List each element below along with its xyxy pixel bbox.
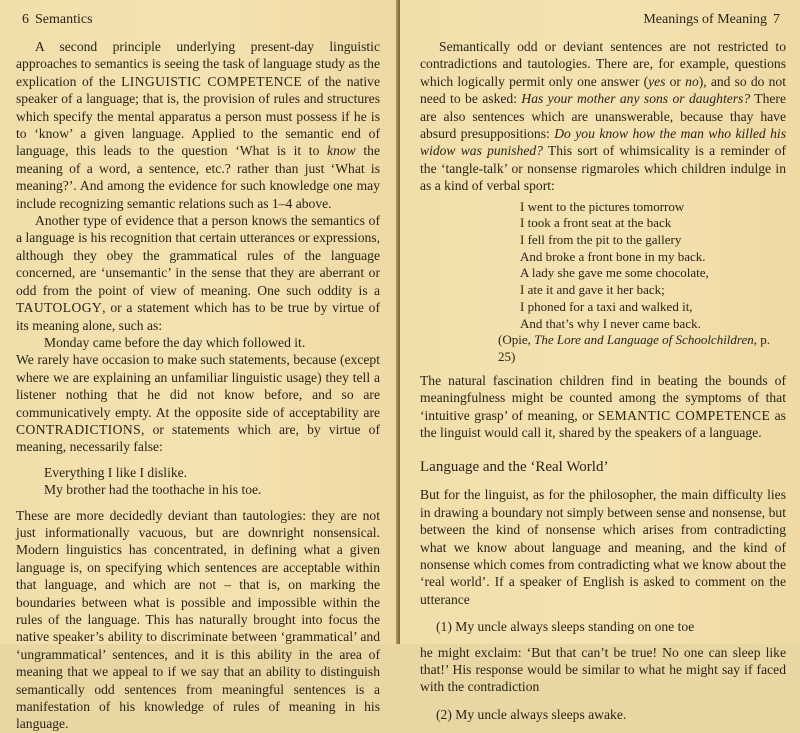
left-page-number: 6 [22, 12, 29, 27]
right-paragraph-4: he might exclaim: ‘But that can’t be true! No one can sleep like that!’ His response would be similar to what he might say if faced with the contradiction [420, 644, 786, 695]
left-paragraph-1: A second principle underlying present-day linguistic approaches to semantics is seeing the task of language study as the explication of the LINGUISTIC COMPETENCE of the native speaker of a language; that is, the provision of rules and structures which specify the mental apparatus a person must possess if he is to ‘know’ a given language. Applied to the semantic end of language, this leads to the question ‘What is it to know the meaning of a word, a sentence, etc.? rather than just ‘What is meaning?’. And among the evidence for such knowledge one may include recognizing semantic relations such as 1–4 above. [16, 39, 380, 211]
right-running-head [420, 10, 786, 30]
right-page-number: 7 [773, 12, 780, 27]
contradiction-example-1: Everything I like I dislike. [44, 464, 188, 480]
contradiction-example-2: My brother had the toothache in his toe. [44, 482, 262, 498]
left-paragraph-4: These are more decidedly deviant than tautologies: they are not just informationally vacuous, but are downright nonsensical. Modern linguistics has concentrated, in defining what a given language is, on specifying which sentences are acceptable within that language, and which are not – that is, on marking the boundaries between what is possible and impossible within the rules of the language. This has naturally brought into focus the native speaker’s ability to discriminate between ‘grammatical’ and ‘ungrammatical’ sentences, and it is this ability in the area of meaning that we appeal to if we say that an ability to distinguish semantically odd sentences from meaningful sentences is a manifestation of his knowledge of rules of meaning in his language. [16, 507, 380, 732]
poem-line: I took a front seat at the back [520, 215, 672, 231]
poem-source: (Opie, The Lore and Language of Schoolchildren, p. 25) [498, 332, 771, 364]
right-paragraph-1: Semantically odd or deviant sentences are not restricted to contradictions and tautologies. There are, for example, questions which logically permit only one answer (yes or no), and so do not need to be asked: Has your mother any sons or daughters? There are also sentences which are unanswerable, because thay have absurd presuppositions: Do you know how the man who killed his widow was punished? This sort of whimsicality is a reminder of the ‘tangle-talk’ or nonsense rigmaroles which children indulge in as a kind of verbal sport: [420, 39, 787, 194]
left-running-head [16, 10, 380, 30]
tautology-example: Monday came before the day which followed it. [44, 334, 306, 350]
poem-line: A lady she gave me some chocolate, [520, 265, 709, 281]
poem-line: And that’s why I never came back. [520, 315, 701, 331]
example-1: (1) My uncle always sleeps standing on one toe [436, 619, 695, 635]
poem-line: I ate it and gave it her back; [520, 282, 665, 298]
right-paragraph-3: But for the linguist, as for the philosopher, the main difficulty lies in drawing a boundary not simply between sense and nonsense, but between the kind of nonsense which arises from contradicting what we know about language and meaning, and the kind of nonsense which comes from contradicting what we know about the ‘real world’. If a speaker of English is asked to comment on the utterance [420, 487, 786, 607]
poem-line: And broke a front bone in my back. [520, 248, 706, 264]
left-paragraph-2: Another type of evidence that a person knows the semantics of a language is his recognition that certain utterances or expressions, although they obey the grammatical rules of the language concerned, are ‘unsemantic’ in the sense that they are aberrant or odd from the point of view of meaning. One such oddity is a TAUTOLOGY, or a statement which has to be true by virtue of its meaning alone, such as: [16, 213, 380, 333]
example-2: (2) My uncle always sleeps awake. [436, 706, 627, 722]
left-paragraph-3: We rarely have occasion to make such statements, because (except where we are explaining an unfamiliar linguistic usage) they tell a listener nothing that he did not know before, and so are communicatively empty. At the opposite side of acceptability are CONTRADICTIONS, or statements which are, by virtue of meaning, necessarily false: [16, 352, 380, 455]
poem-line: I fell from the pit to the gallery [520, 232, 682, 248]
right-paragraph-2: The natural fascination children find in beating the bounds of meaningfulness might be counted among the symptoms of that ‘intuitive grasp’ of meaning, or SEMANTIC COMPETENCE as the linguist would call it, shared by the speakers of a language. [420, 372, 786, 440]
left-page [0, 0, 400, 732]
section-heading: Language and the ‘Real World’ [420, 459, 609, 476]
tangle-talk-poem [420, 199, 786, 366]
left-running-title: Semantics [35, 12, 93, 27]
right-running-title: Meanings of Meaning [643, 12, 767, 27]
right-page [400, 0, 800, 722]
poem-line: I went to the pictures tomorrow [520, 198, 685, 214]
poem-line: I phoned for a taxi and walked it, [520, 298, 693, 314]
